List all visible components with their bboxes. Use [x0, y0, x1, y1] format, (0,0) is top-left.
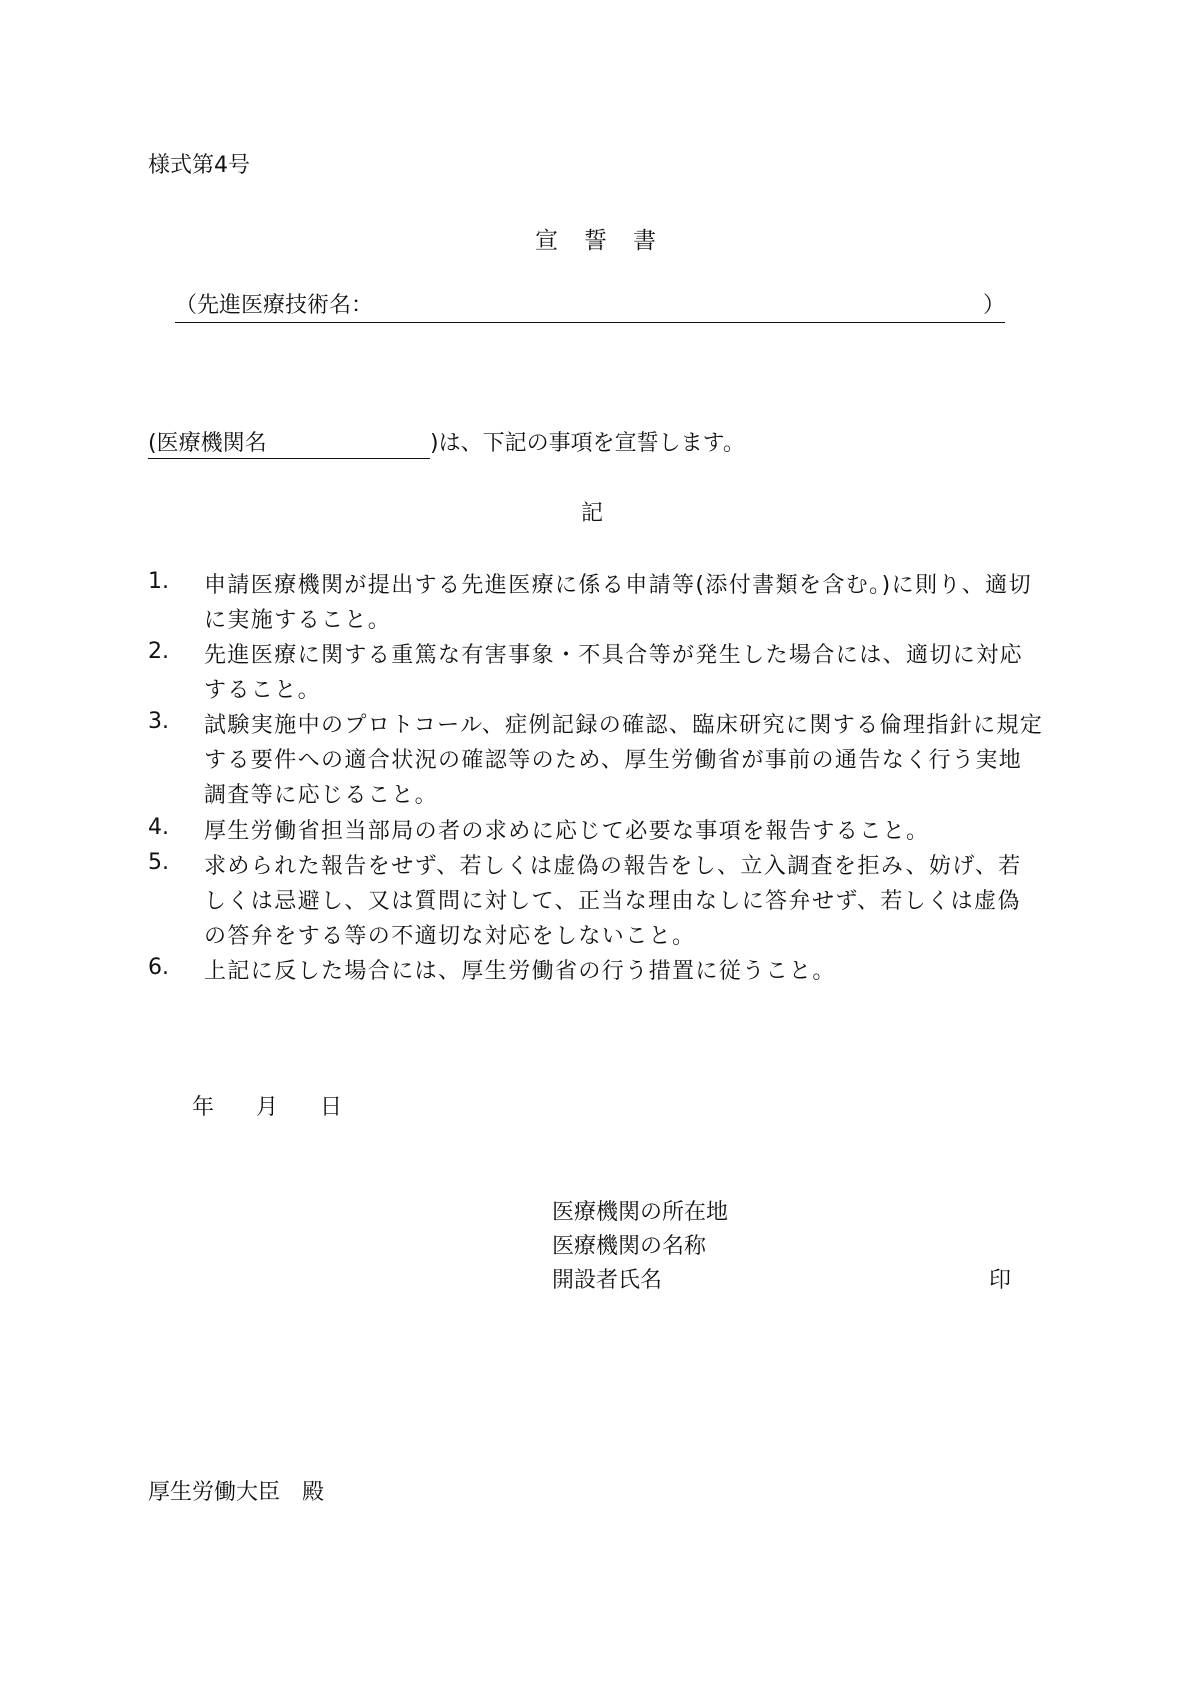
addressee: 厚生労働大臣 殿 — [148, 1480, 325, 1505]
item-number: 5. — [148, 850, 169, 875]
institution-name-close: ) — [430, 431, 439, 456]
seal-mark: 印 — [989, 1268, 1012, 1293]
technology-name-close: ） — [982, 293, 1005, 318]
date-day: 日 — [320, 1095, 343, 1120]
item-text: 上記に反した場合には、厚生労働省の行う措置に従うこと。 — [204, 959, 836, 984]
institution-address-label: 医療機関の所在地 — [552, 1200, 729, 1225]
item-text: 先進医療に関する重篤な有害事象・不具合等が発生した場合には、適切に対応すること。 — [204, 643, 1024, 703]
item-text: 求められた報告をせず、若しくは虚偽の報告をし、立入調査を拒み、妨げ、若しくは忌避し、又は質問に対して、正当な理由なしに答弁せず、若しくは虚偽の答弁をする等の不適切な対応をしないこと。 — [204, 854, 1022, 949]
item-number: 6. — [148, 955, 169, 980]
item-number: 2. — [148, 639, 169, 664]
item-number: 4. — [148, 815, 169, 840]
institution-name-signature-label: 医療機関の名称 — [552, 1234, 707, 1259]
technology-name-field — [175, 292, 1005, 323]
date-year: 年 — [192, 1095, 215, 1120]
item-text: 試験実施中のプロトコール、症例記録の確認、臨床研究に関する倫理指針に規定する要件への適合状況の確認等のため、厚生労働省が事前の通告なく行う実地調査等に応じること。 — [204, 713, 1044, 808]
technology-name-label: （先進医療技術名： — [175, 293, 374, 318]
date-line — [192, 1094, 384, 1122]
ki-heading: 記 — [581, 501, 604, 526]
item-number: 3. — [148, 709, 169, 734]
item-text: 申請医療機関が提出する先進医療に係る申請等(添付書類を含む。)に則り、適切に実施すること。 — [204, 573, 1032, 633]
institution-name-field — [148, 430, 430, 459]
form-number: 様式第4号 — [148, 153, 250, 178]
declaration-text: は、下記の事項を宣誓します。 — [438, 431, 745, 456]
institution-name-label: (医療機関名 — [148, 431, 267, 456]
document-title — [535, 222, 682, 255]
title-char: 誓 — [584, 228, 607, 254]
title-char: 書 — [633, 228, 656, 254]
title-char: 宣 — [535, 228, 558, 254]
item-text: 厚生労働省担当部局の者の求めに応じて必要な事項を報告すること。 — [204, 819, 930, 844]
institution-declaration — [148, 430, 745, 459]
item-number: 1. — [148, 569, 169, 594]
date-month: 月 — [256, 1095, 279, 1120]
founder-name-label: 開設者氏名 — [552, 1268, 663, 1293]
